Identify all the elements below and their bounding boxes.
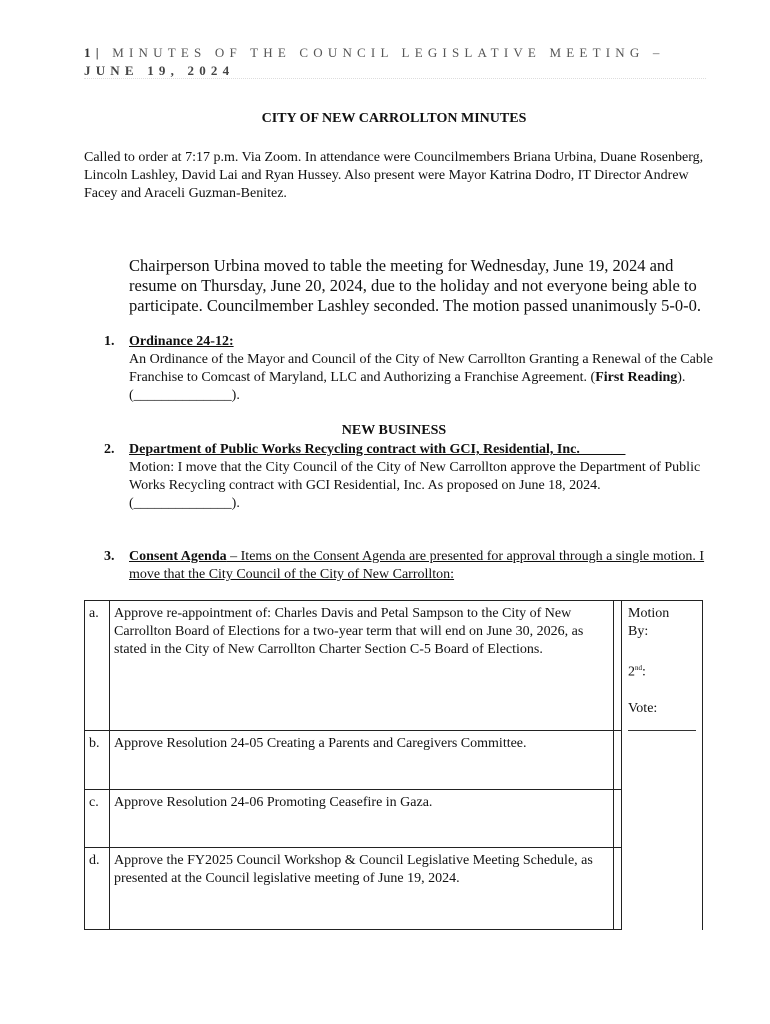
page-header [84, 44, 706, 80]
item-heading: Consent Agenda [129, 549, 227, 564]
item-number: 1. [104, 334, 115, 349]
item-heading: Department of Public Works Recycling contract with GCI, Residential, Inc. ______ [129, 442, 626, 457]
header-dash: – [652, 45, 665, 60]
item-text: Motion: I move that the City Council of the City of New Carrollton approve the Department of Public Works Recycling contract with GCI Residential, Inc. As proposed on June 18, 2024. (______________). [129, 460, 701, 511]
reading-open: ( [590, 370, 596, 385]
agenda-item-1 [104, 333, 714, 405]
item-text: – Items on the Consent Agenda are presented for approval through a single motion. I move that the City Council of the City of New Carrollton: [129, 549, 705, 582]
reading-close: ). (______________). [129, 370, 686, 403]
second-label [628, 659, 698, 682]
page-number: 1 [84, 45, 96, 60]
item-heading: Ordinance 24-12: [129, 334, 234, 349]
header-date: JUNE 19, 2024 [84, 63, 235, 78]
item-body-text: An Ordinance of the Mayor and Council of the City of New Carrollton Granting a Renewal of the Cable Franchise to Comcast of Maryland, LLC and Authorizing a Franchise Agreement. [129, 352, 713, 385]
gap-cell [614, 601, 622, 731]
motion-cell [622, 601, 703, 930]
row-text: Approve Resolution 24-06 Promoting Ceasefire in Gaza. [110, 790, 614, 848]
row-letter: c. [85, 790, 110, 848]
second-colon: : [642, 664, 646, 680]
row-letter: a. [85, 601, 110, 731]
agenda-item-2 [104, 441, 714, 513]
motion-label: Motion [628, 606, 670, 621]
agenda-item-3 [104, 548, 714, 584]
row-text: Approve the FY2025 Council Workshop & Council Legislative Meeting Schedule, as presented at the Council legislative meeting of June 19, 2024. [110, 848, 614, 930]
item-number: 3. [104, 549, 115, 564]
row-letter: b. [85, 731, 110, 790]
vote-label: Vote: [628, 700, 658, 716]
gap-cell [614, 731, 622, 790]
new-business-heading: NEW BUSINESS [341, 423, 447, 438]
row-text: Approve Resolution 24-05 Creating a Parents and Caregivers Committee. [110, 731, 614, 790]
gap-cell [614, 848, 622, 930]
table-row [85, 790, 703, 848]
intro-paragraph: Called to order at 7:17 p.m. Via Zoom. In attendance were Councilmembers Briana Urbina, Duane Rosenberg, Lincoln Lashley, David Lai and Ryan Hussey. Also present were Mayor Katrina Dodro, IT Director Andrew Facey and Araceli Guzman-Benitez. [84, 150, 704, 201]
vote-line [628, 718, 696, 731]
reading-label: First Reading [595, 370, 678, 385]
row-letter: d. [85, 848, 110, 930]
item-number: 2. [104, 442, 115, 457]
table-row [85, 848, 703, 930]
row-text: Approve re-appointment of: Charles Davis and Petal Sampson to the City of New Carrollton Board of Elections for a two-year term that will end on June 30, 2026, as stated in the City of New Carrollton Charter Section C-5 Board of Elections. [110, 601, 614, 731]
table-row [85, 731, 703, 790]
second-suffix: nd [635, 664, 642, 672]
second-number: 2 [628, 664, 635, 680]
by-label: By: [628, 624, 649, 639]
header-divider [84, 78, 706, 79]
gap-cell [614, 790, 622, 848]
chair-statement: Chairperson Urbina moved to table the meeting for Wednesday, June 19, 2024 and resume on Thursday, June 20, 2024, due to the holiday and not everyone being able to participate. Councilmember Lashley seconded. The motion passed unanimously 5-0-0. [129, 256, 702, 315]
header-title: MINUTES OF THE COUNCIL LEGISLATIVE MEETING [112, 45, 645, 60]
consent-agenda-table [84, 600, 703, 930]
table-row [85, 601, 703, 731]
vote-blank [628, 718, 698, 737]
header-separator: | [95, 45, 104, 60]
item-text [129, 351, 714, 405]
document-title: CITY OF NEW CARROLLTON MINUTES [261, 111, 527, 126]
